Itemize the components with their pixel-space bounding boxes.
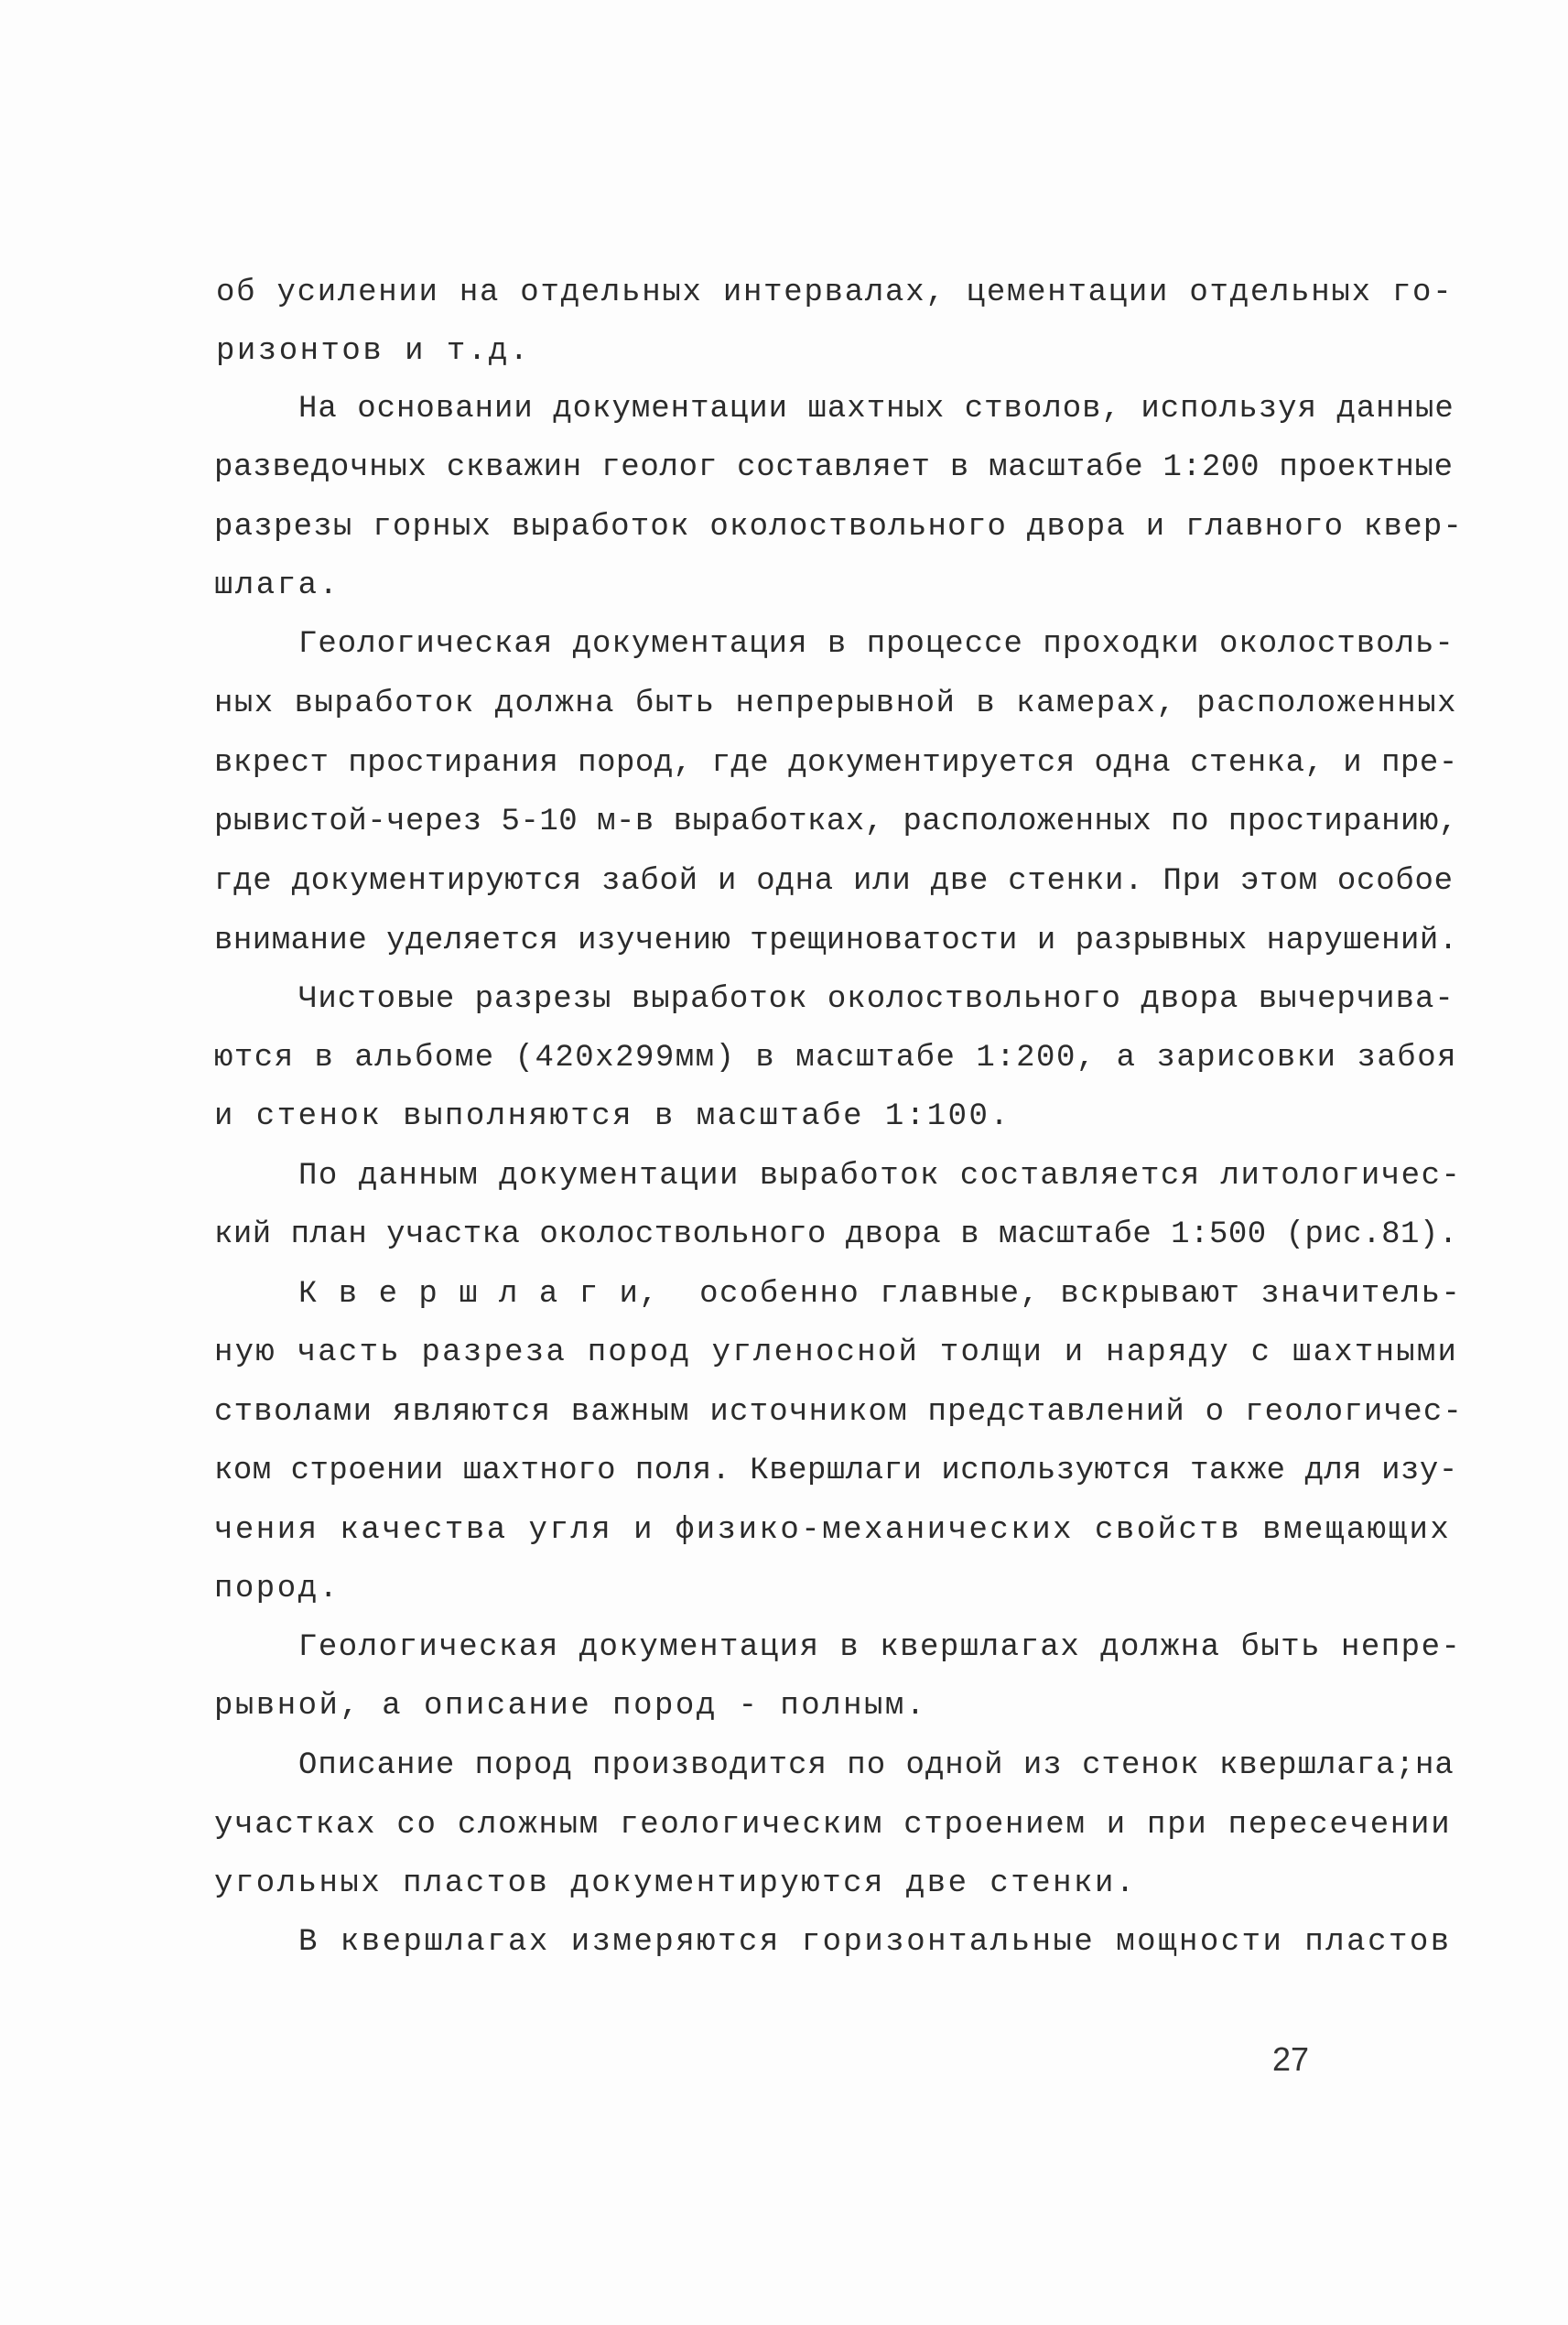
text-line: Геологическая документация в квершлагах должна быть непре- [298, 1630, 1462, 1665]
text-line: Геологическая документация в процессе проходки околостволь- [298, 627, 1454, 662]
text-line: ются в альбоме (420х299мм) в масштабе 1:200, а зарисовки забоя [214, 1041, 1458, 1076]
text-line: шлага. [214, 568, 341, 603]
text-line: ную часть разреза пород угленосной толщи и наряду с шахтными [214, 1336, 1459, 1370]
text-line: По данным документации выработок составляется литологичес- [298, 1159, 1462, 1194]
text-line: рывной, а описание пород - полным. [214, 1689, 927, 1724]
text-line: кий план участка околоствольного двора в масштабе 1:500 (рис.81). [214, 1217, 1458, 1252]
text-line: вкрест простирания пород, где документируется одна стенка, и пре- [214, 746, 1458, 781]
text-line: внимание уделяется изучению трещиноватости и разрывных нарушений. [214, 924, 1458, 958]
text-line: К в е р ш л а г и, особенно главные, вскрывают значитель- [298, 1277, 1462, 1312]
text-line: угольных пластов документируются две стенки. [214, 1866, 1137, 1901]
text-line: рывистой-через 5-10 м-в выработках, расположенных по простиранию, [214, 805, 1458, 839]
text-line: В квершлагах измеряются горизонтальные мощности пластов [298, 1925, 1452, 1960]
text-line: Чистовые разрезы выработок околоствольного двора вычерчива- [298, 982, 1454, 1017]
text-line: участках со сложным геологическим строением и при пересечении [214, 1808, 1452, 1843]
page-number: 27 [1272, 2040, 1310, 2078]
text-line: На основании документации шахтных стволов, используя данные [298, 392, 1454, 427]
text-line: об усилении на отдельных интервалах, цементации отдельных го- [216, 276, 1454, 310]
text-line: разрезы горных выработок околоствольного двора и главного квер- [214, 510, 1464, 545]
text-line: Описание пород производится по одной из стенок квершлага;на [298, 1748, 1454, 1783]
text-line: ризонтов и т.д. [216, 334, 531, 369]
text-line: ных выработок должна быть непрерывной в камерах, расположенных [214, 687, 1458, 721]
text-line: разведочных скважин геолог составляет в масштабе 1:200 проектные [214, 450, 1454, 485]
text-line: чения качества угля и физико-механических свойств вмещающих [214, 1513, 1452, 1548]
text-line: ком строении шахтного поля. Квершлаги используются также для изу- [214, 1454, 1458, 1488]
text-line: где документируются забой и одна или две стенки. При этом особое [214, 864, 1454, 899]
text-line: стволами являются важным источником представлений о геологичес- [214, 1395, 1464, 1430]
text-line: и стенок выполняются в масштабе 1:100. [214, 1099, 1011, 1134]
text-line: пород. [214, 1572, 341, 1606]
